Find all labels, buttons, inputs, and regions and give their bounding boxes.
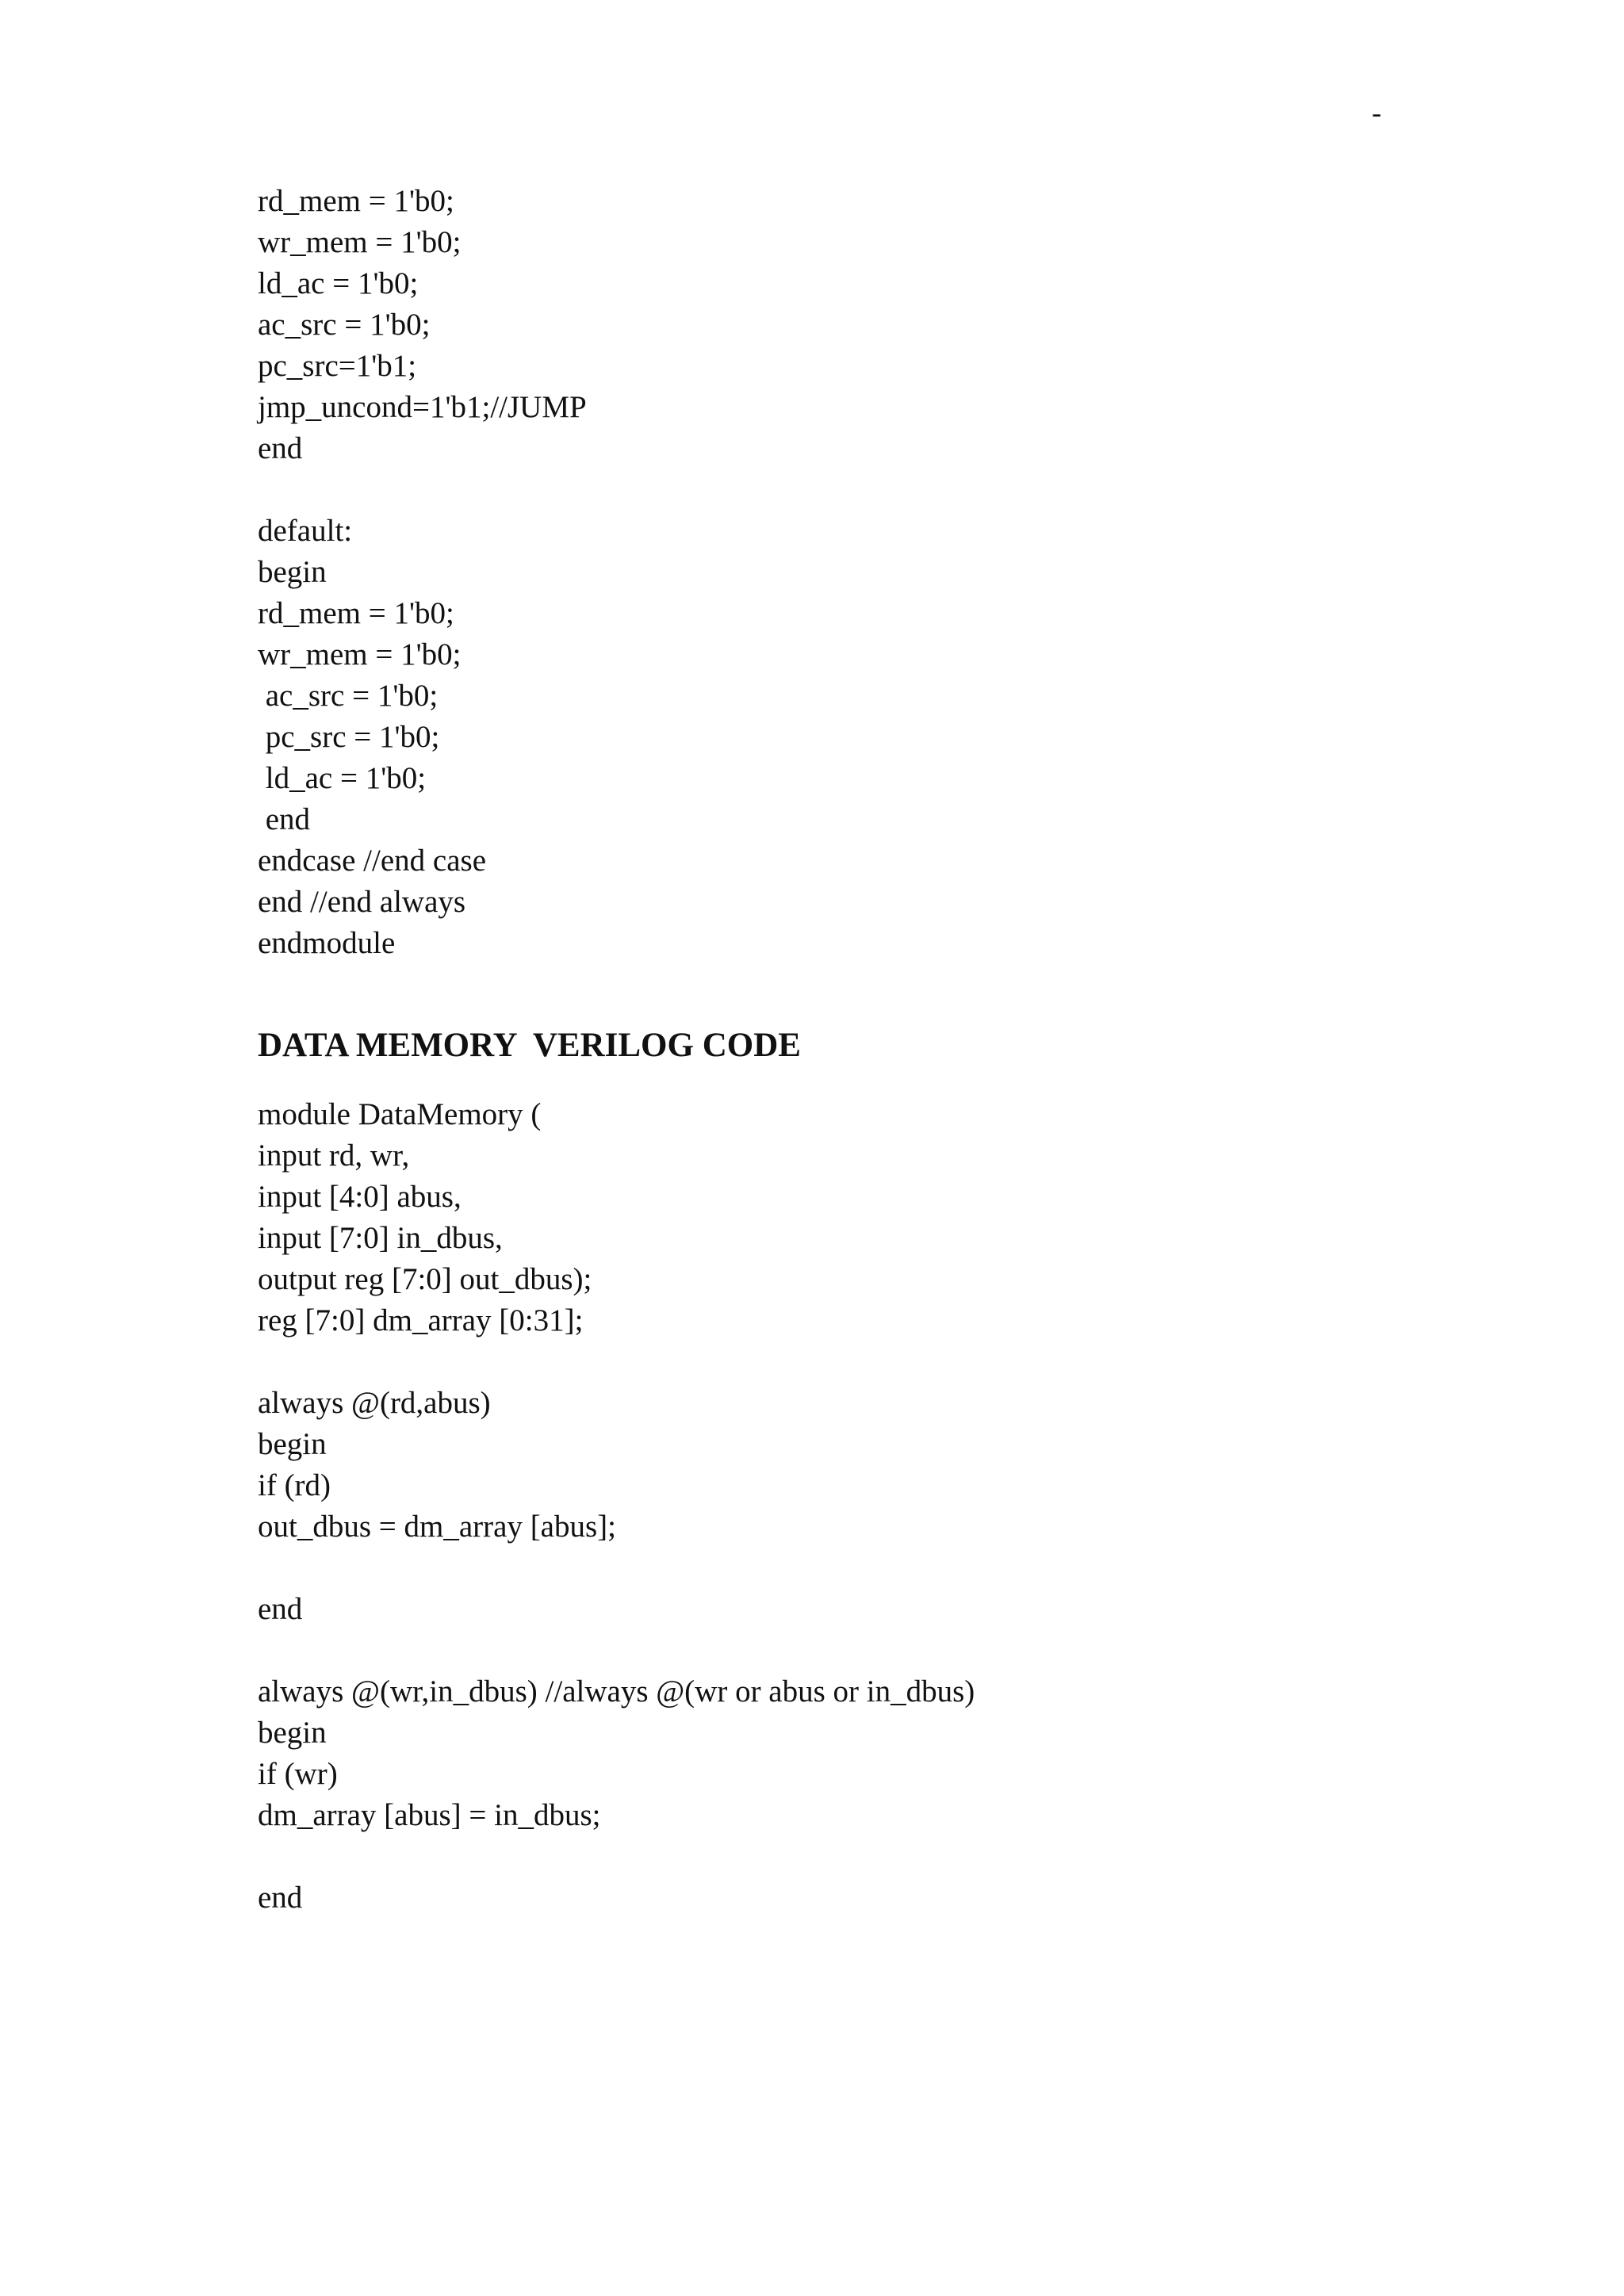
code-line: input rd, wr, — [258, 1138, 410, 1173]
code-line: begin — [258, 1427, 327, 1461]
code-line: end — [258, 1592, 303, 1626]
code-line: wr_mem = 1'b0; — [258, 225, 462, 259]
code-block-data-memory — [258, 1094, 975, 1919]
code-line: wr_mem = 1'b0; — [258, 637, 462, 672]
code-line: always @(rd,abus) — [258, 1386, 491, 1420]
code-line: end — [258, 1881, 303, 1915]
blank-line — [258, 1836, 975, 1877]
code-line: always @(wr,in_dbus) //always @(wr or abus or in_dbus) — [258, 1674, 975, 1709]
code-line: begin — [258, 1716, 327, 1750]
code-line: input [4:0] abus, — [258, 1180, 462, 1214]
code-line: module DataMemory ( — [258, 1097, 542, 1131]
code-line: ld_ac = 1'b0; — [258, 761, 427, 795]
code-line: endcase //end case — [258, 844, 487, 878]
code-line: ac_src = 1'b0; — [258, 679, 439, 713]
code-line: output reg [7:0] out_dbus); — [258, 1262, 592, 1296]
code-line: end //end always — [258, 885, 466, 919]
code-line: if (rd) — [258, 1468, 331, 1502]
code-line: rd_mem = 1'b0; — [258, 596, 454, 630]
code-line: ac_src = 1'b0; — [258, 308, 431, 342]
code-block-control-unit-tail — [258, 181, 587, 964]
code-line: jmp_uncond=1'b1;//JUMP — [258, 390, 587, 424]
code-line: begin — [258, 555, 327, 589]
page-mark: - — [1372, 97, 1381, 128]
code-line: end — [258, 802, 311, 836]
code-line: rd_mem = 1'b0; — [258, 184, 454, 218]
code-line: pc_src=1'b1; — [258, 349, 417, 383]
blank-line — [258, 1630, 975, 1671]
blank-line — [258, 1548, 975, 1589]
code-line: pc_src = 1'b0; — [258, 720, 440, 754]
code-line: out_dbus = dm_array [abus]; — [258, 1510, 616, 1544]
section-heading: DATA MEMORY VERILOG CODE — [258, 1027, 801, 1064]
blank-line — [258, 1341, 975, 1383]
code-line: if (wr) — [258, 1757, 338, 1791]
code-line: input [7:0] in_dbus, — [258, 1221, 503, 1255]
code-line: ld_ac = 1'b0; — [258, 266, 419, 300]
code-line: default: — [258, 514, 353, 548]
code-line: dm_array [abus] = in_dbus; — [258, 1798, 601, 1832]
code-line: end — [258, 431, 303, 465]
blank-line — [258, 469, 587, 511]
code-line: reg [7:0] dm_array [0:31]; — [258, 1303, 584, 1337]
code-line: endmodule — [258, 926, 396, 960]
